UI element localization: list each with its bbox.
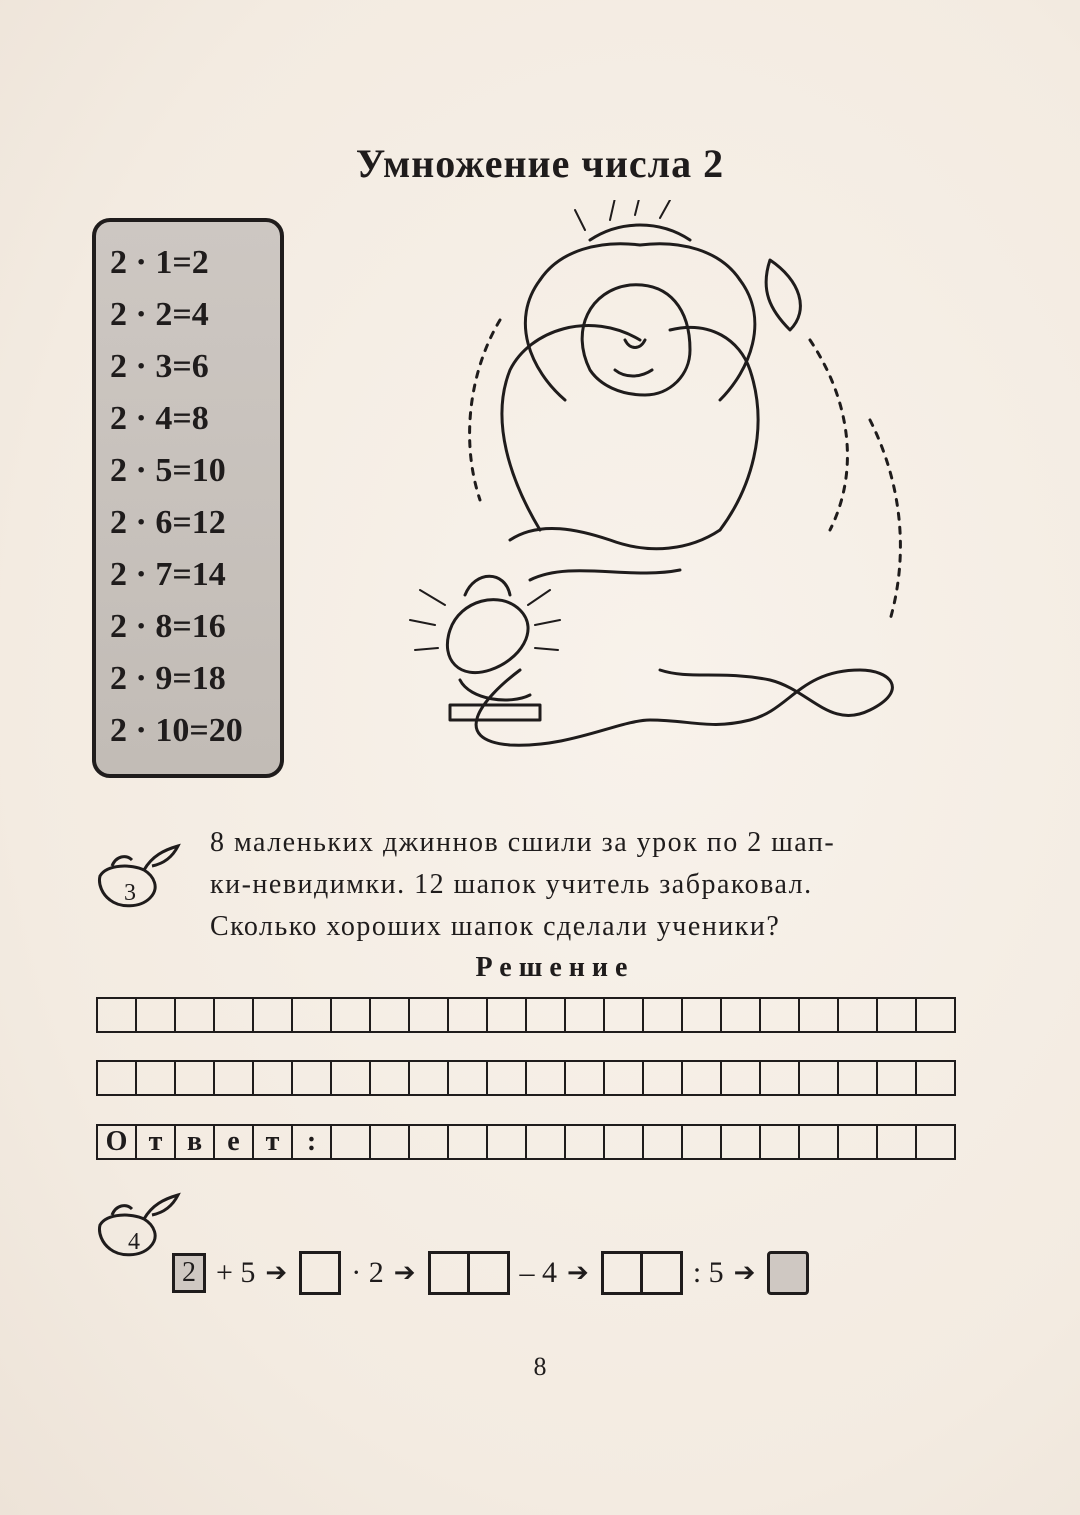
grid-cell[interactable]	[564, 1060, 605, 1096]
grid-cell[interactable]	[798, 997, 839, 1033]
table-row: 2 · 9=18	[110, 660, 226, 697]
genie-illustration	[390, 200, 950, 760]
table-row: 2 · 7=14	[110, 556, 226, 593]
grid-cell[interactable]	[525, 1060, 566, 1096]
grid-cell[interactable]	[681, 997, 722, 1033]
grid-cell[interactable]	[486, 1060, 527, 1096]
grid-cell[interactable]	[564, 1124, 605, 1160]
table-row: 2 · 6=12	[110, 504, 226, 541]
grid-cell[interactable]	[369, 1060, 410, 1096]
lamp-task3-icon	[92, 836, 188, 916]
answer-grid-row[interactable]	[96, 1124, 954, 1160]
grid-cell[interactable]	[213, 997, 254, 1033]
grid-cell[interactable]	[135, 1060, 176, 1096]
grid-cell[interactable]	[720, 997, 761, 1033]
grid-cell[interactable]	[408, 1060, 449, 1096]
answer-letter: в	[174, 1124, 215, 1160]
grid-cell[interactable]	[798, 1124, 839, 1160]
grid-cell[interactable]	[603, 1060, 644, 1096]
grid-cell[interactable]	[174, 1060, 215, 1096]
task3-line: 8 маленьких джиннов сшили за урок по 2 шап-	[210, 827, 836, 858]
grid-cell[interactable]	[330, 1060, 371, 1096]
grid-cell[interactable]	[447, 1060, 488, 1096]
grid-cell[interactable]	[642, 1124, 683, 1160]
task4-number: 4	[128, 1229, 140, 1255]
operation-label: : 5	[692, 1256, 724, 1289]
grid-cell[interactable]	[525, 997, 566, 1033]
answer-box-2[interactable]	[428, 1251, 510, 1295]
grid-cell[interactable]	[720, 1060, 761, 1096]
multiplication-table	[92, 218, 284, 778]
grid-cell[interactable]	[564, 997, 605, 1033]
grid-cell[interactable]	[369, 997, 410, 1033]
arrow-right-icon: ➔	[567, 1258, 589, 1287]
grid-cell[interactable]	[915, 1060, 956, 1096]
task3-number: 3	[124, 880, 136, 906]
grid-cell[interactable]	[369, 1124, 410, 1160]
grid-cell[interactable]	[447, 997, 488, 1033]
operation-label: – 4	[519, 1256, 558, 1289]
grid-cell[interactable]	[681, 1124, 722, 1160]
arrow-right-icon: ➔	[393, 1258, 416, 1287]
grid-cell[interactable]	[330, 1124, 371, 1160]
arrow-right-icon: ➔	[733, 1258, 756, 1287]
grid-cell[interactable]	[681, 1060, 722, 1096]
grid-cell[interactable]	[330, 997, 371, 1033]
answer-letter: т	[135, 1124, 176, 1160]
table-row: 2 · 1=2	[110, 244, 209, 281]
answer-box-final[interactable]	[767, 1251, 809, 1295]
grid-cell[interactable]	[408, 1124, 449, 1160]
grid-cell[interactable]	[291, 1060, 332, 1096]
grid-cell[interactable]	[252, 1060, 293, 1096]
task3-line: Сколько хороших шапок сделали ученики?	[210, 911, 781, 942]
grid-cell[interactable]	[408, 997, 449, 1033]
table-row: 2 · 10=20	[110, 712, 243, 749]
grid-cell[interactable]	[837, 1060, 878, 1096]
answer-letter: :	[291, 1124, 332, 1160]
table-row: 2 · 8=16	[110, 608, 226, 645]
answer-letter: т	[252, 1124, 293, 1160]
solution-grid-row-2[interactable]	[96, 1060, 954, 1096]
start-value-box: 2	[172, 1253, 206, 1293]
task4-chain	[172, 1248, 809, 1298]
grid-cell[interactable]	[603, 997, 644, 1033]
table-row: 2 · 3=6	[110, 348, 209, 385]
grid-cell[interactable]	[837, 997, 878, 1033]
grid-cell[interactable]	[96, 1060, 137, 1096]
table-row: 2 · 5=10	[110, 452, 226, 489]
operation-label: + 5	[216, 1256, 256, 1289]
grid-cell[interactable]	[174, 997, 215, 1033]
grid-cell[interactable]	[915, 997, 956, 1033]
grid-cell[interactable]	[837, 1124, 878, 1160]
task3-line: ки-невидимки. 12 шапок учитель забраковал.	[210, 869, 813, 900]
arrow-right-icon: ➔	[265, 1258, 288, 1287]
solution-title: Решение	[475, 952, 635, 983]
solution-grid-row-1[interactable]	[96, 997, 954, 1033]
grid-cell[interactable]	[213, 1060, 254, 1096]
grid-cell[interactable]	[642, 1060, 683, 1096]
grid-cell[interactable]	[447, 1124, 488, 1160]
grid-cell[interactable]	[915, 1124, 956, 1160]
grid-cell[interactable]	[720, 1124, 761, 1160]
grid-cell[interactable]	[876, 1060, 917, 1096]
answer-box-3[interactable]	[601, 1251, 683, 1295]
grid-cell[interactable]	[486, 997, 527, 1033]
grid-cell[interactable]	[759, 1060, 800, 1096]
grid-cell[interactable]	[96, 997, 137, 1033]
grid-cell[interactable]	[525, 1124, 566, 1160]
table-row: 2 · 4=8	[110, 400, 209, 437]
answer-letter: О	[96, 1124, 137, 1160]
grid-cell[interactable]	[759, 1124, 800, 1160]
grid-cell[interactable]	[876, 1124, 917, 1160]
grid-cell[interactable]	[759, 997, 800, 1033]
grid-cell[interactable]	[603, 1124, 644, 1160]
answer-box-1[interactable]	[299, 1251, 341, 1295]
grid-cell[interactable]	[642, 997, 683, 1033]
grid-cell[interactable]	[798, 1060, 839, 1096]
page-number: 8	[533, 1352, 547, 1381]
table-row: 2 · 2=4	[110, 296, 209, 333]
operation-label: · 2	[351, 1256, 384, 1289]
page-title: Умножение числа 2	[355, 141, 725, 186]
answer-letter: е	[213, 1124, 254, 1160]
grid-cell[interactable]	[291, 997, 332, 1033]
task3-text	[210, 822, 1010, 948]
grid-cell[interactable]	[486, 1124, 527, 1160]
grid-cell[interactable]	[135, 997, 176, 1033]
grid-cell[interactable]	[876, 997, 917, 1033]
grid-cell[interactable]	[252, 997, 293, 1033]
